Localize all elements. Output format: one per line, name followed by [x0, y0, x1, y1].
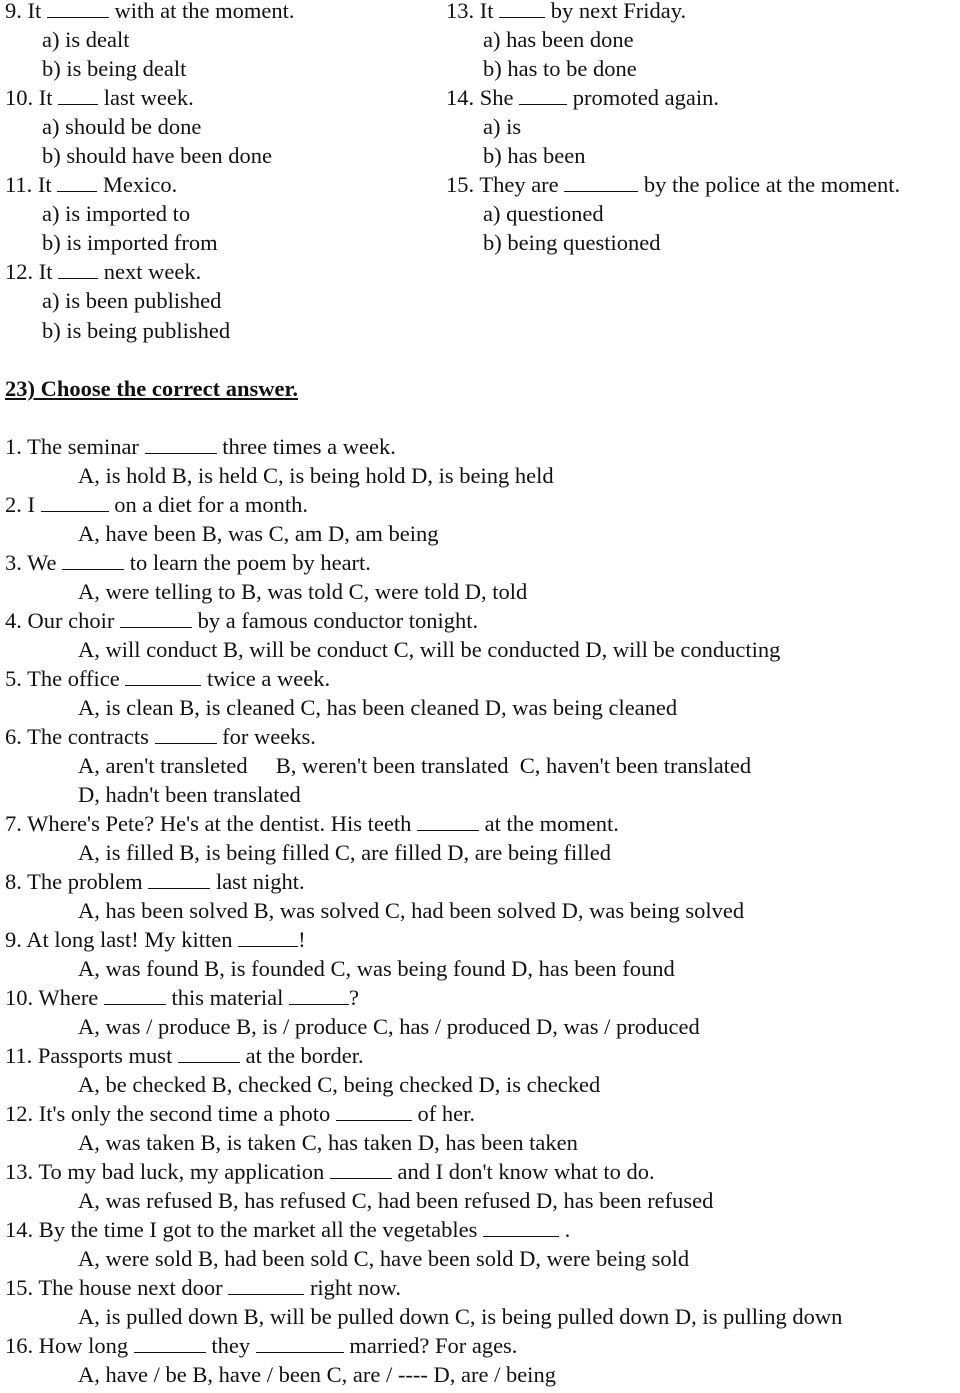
question-number: 9. — [5, 0, 22, 23]
answer-blank[interactable] — [57, 173, 97, 192]
question-stem-start: We — [27, 550, 57, 575]
option-a[interactable]: a) is been published — [42, 288, 222, 313]
question-number: 2. — [5, 492, 22, 517]
question-stem-end: twice a week. — [207, 666, 331, 691]
answer-options[interactable]: A, aren't transleted B, weren't been translated C, haven't been translated — [78, 753, 752, 778]
question-number: 14. — [446, 85, 475, 110]
answer-blank[interactable] — [564, 173, 638, 192]
answer-options[interactable]: A, is clean B, is cleaned C, has been cleaned D, was being cleaned — [78, 695, 678, 720]
question-stem-start: Passports must — [37, 1043, 173, 1068]
question-stem-end: at the border. — [245, 1043, 364, 1068]
answer-blank[interactable] — [148, 870, 210, 889]
question-number: 16. — [5, 1333, 34, 1358]
question-9 — [5, 925, 306, 954]
question-stem-mid: they — [211, 1333, 251, 1358]
answer-blank[interactable] — [41, 493, 109, 512]
question-number: 1. — [5, 434, 22, 459]
question-number: 11. — [5, 1043, 33, 1068]
option-b[interactable]: b) is being published — [42, 318, 231, 343]
question-14 — [5, 1215, 570, 1244]
option-a[interactable]: a) is dealt — [42, 27, 130, 52]
option-b[interactable]: b) has to be done — [483, 56, 637, 81]
question-stem-start: Where — [38, 985, 99, 1010]
question-stem-start: To my bad luck, my application — [38, 1159, 325, 1184]
question-number: 6. — [5, 724, 22, 749]
answer-options-continued[interactable]: D, hadn't been translated — [78, 782, 301, 807]
question-number: 5. — [5, 666, 22, 691]
answer-blank[interactable] — [289, 986, 349, 1005]
question-stem-end: by a famous conductor tonight. — [197, 608, 479, 633]
question-2 — [5, 490, 308, 519]
question-1 — [5, 432, 396, 461]
question-number: 7. — [5, 811, 22, 836]
question-stem-start: It's only the second time a photo — [38, 1101, 331, 1126]
question-number: 10. — [5, 985, 34, 1010]
question-3 — [5, 548, 371, 577]
answer-blank[interactable] — [62, 551, 124, 570]
answer-blank[interactable] — [134, 1334, 206, 1353]
section-heading: 23) Choose the correct answer. — [5, 376, 299, 401]
question-stem-mid: this material — [171, 985, 284, 1010]
answer-options[interactable]: A, will conduct B, will be conduct C, will be conducted D, will be conducting — [78, 637, 781, 662]
question-11 — [5, 1041, 364, 1070]
question-13 — [5, 1157, 655, 1186]
question-number: 12. — [5, 1101, 34, 1126]
question-stem-end: right now. — [309, 1275, 401, 1300]
question-stem-end: at the moment. — [484, 811, 619, 836]
answer-options[interactable]: A, is hold B, is held C, is being hold D, is being held — [78, 463, 554, 488]
question-stem-start: By the time I got to the market all the vegetables — [38, 1217, 478, 1242]
question-5 — [5, 664, 330, 693]
question-stem-start: The house next door — [38, 1275, 223, 1300]
question-stem-start: I — [27, 492, 35, 517]
option-a[interactable]: a) has been done — [483, 27, 634, 52]
answer-blank[interactable] — [238, 928, 298, 947]
answer-options[interactable]: A, was taken B, is taken C, has taken D, has been taken — [78, 1130, 578, 1155]
answer-blank[interactable] — [417, 812, 479, 831]
answer-options[interactable]: A, have / be B, have / been C, are / ---- D, are / being — [78, 1362, 556, 1387]
question-stem-end: and I don't know what to do. — [397, 1159, 655, 1184]
question-stem-end: on a diet for a month. — [114, 492, 308, 517]
question-stem-start: She — [479, 85, 514, 110]
option-b[interactable]: b) being questioned — [483, 230, 661, 255]
question-stem-end: of her. — [417, 1101, 475, 1126]
question-number: 11. — [5, 172, 33, 197]
answer-blank[interactable] — [228, 1276, 304, 1295]
question-13 — [446, 0, 686, 25]
answer-blank[interactable] — [499, 0, 545, 18]
question-stem-end: with at the moment. — [114, 0, 295, 23]
question-stem-end: last week. — [103, 85, 194, 110]
question-stem-end: last night. — [215, 869, 305, 894]
answer-blank[interactable] — [155, 725, 217, 744]
question-stem-end: to learn the poem by heart. — [129, 550, 371, 575]
question-number: 10. — [5, 85, 34, 110]
answer-blank[interactable] — [145, 435, 217, 454]
question-15 — [5, 1273, 401, 1302]
question-stem-start: It — [38, 85, 53, 110]
question-4 — [5, 606, 478, 635]
question-stem-end: by the police at the moment. — [643, 172, 901, 197]
answer-blank[interactable] — [483, 1218, 559, 1237]
question-10 — [5, 83, 194, 112]
question-stem-end: married? For ages. — [349, 1333, 518, 1358]
answer-options[interactable]: A, was / produce B, is / produce C, has / produced D, was / produced — [78, 1014, 700, 1039]
question-stem-start: They are — [479, 172, 559, 197]
question-10 — [5, 983, 359, 1012]
answer-options[interactable]: A, was refused B, has refused C, had been refused D, has been refused — [78, 1188, 714, 1213]
answer-options[interactable]: A, have been B, was C, am D, am being — [78, 521, 439, 546]
question-14 — [446, 83, 719, 112]
question-number: 9. — [5, 927, 22, 952]
question-stem-end: for weeks. — [222, 724, 316, 749]
question-stem-end: promoted again. — [572, 85, 719, 110]
question-stem-start: The seminar — [27, 434, 139, 459]
question-6 — [5, 722, 316, 751]
question-number: 15. — [5, 1275, 34, 1300]
question-number: 12. — [5, 259, 34, 284]
answer-blank[interactable] — [125, 667, 201, 686]
question-stem-end: three times a week. — [222, 434, 396, 459]
answer-options[interactable]: A, were sold B, had been sold C, have been sold D, were being sold — [78, 1246, 690, 1271]
answer-options[interactable]: A, is filled B, is being filled C, are filled D, are being filled — [78, 840, 611, 865]
option-b[interactable]: b) is being dealt — [42, 56, 187, 81]
question-16 — [5, 1331, 517, 1360]
question-stem-start: The contracts — [27, 724, 149, 749]
question-number: 13. — [446, 0, 475, 23]
answer-blank[interactable] — [58, 86, 98, 105]
question-stem-start: Where's Pete? He's at the dentist. His teeth — [27, 811, 412, 836]
question-number: 15. — [446, 172, 475, 197]
question-number: 8. — [5, 869, 22, 894]
question-7 — [5, 809, 619, 838]
question-stem-end: . — [564, 1217, 571, 1242]
option-b[interactable]: b) has been — [483, 143, 586, 168]
question-stem-end: Mexico. — [102, 172, 178, 197]
question-stem-start: It — [479, 0, 494, 23]
option-a[interactable]: a) is imported to — [42, 201, 191, 226]
option-a[interactable]: a) questioned — [483, 201, 604, 226]
question-number: 13. — [5, 1159, 34, 1184]
answer-blank[interactable] — [58, 260, 98, 279]
answer-blank[interactable] — [330, 1160, 392, 1179]
answer-blank[interactable] — [336, 1102, 412, 1121]
answer-blank[interactable] — [47, 0, 109, 18]
option-b[interactable]: b) should have been done — [42, 143, 272, 168]
answer-options[interactable]: A, be checked B, checked C, being checked D, is checked — [78, 1072, 601, 1097]
question-stem-start: It — [37, 172, 52, 197]
question-number: 3. — [5, 550, 22, 575]
question-stem-start: The office — [27, 666, 120, 691]
question-stem-start: How long — [38, 1333, 129, 1358]
question-stem-start: It — [27, 0, 42, 23]
question-stem-start: Our choir — [27, 608, 115, 633]
option-a[interactable]: a) should be done — [42, 114, 202, 139]
answer-options[interactable]: A, is pulled down B, will be pulled down C, is being pulled down D, is pulling down — [78, 1304, 843, 1329]
question-stem-start: The problem — [27, 869, 143, 894]
answer-blank[interactable] — [120, 609, 192, 628]
question-stem-end: by next Friday. — [550, 0, 687, 23]
question-stem-start: At long last! My kitten — [26, 927, 233, 952]
answer-blank[interactable] — [256, 1334, 344, 1353]
question-stem-end: next week. — [103, 259, 202, 284]
answer-options[interactable]: A, was found B, is founded C, was being found D, has been found — [78, 956, 675, 981]
question-9 — [5, 0, 294, 25]
question-stem-end: ? — [349, 985, 360, 1010]
question-stem-end: ! — [298, 927, 306, 952]
question-8 — [5, 867, 305, 896]
question-number: 14. — [5, 1217, 34, 1242]
question-15 — [446, 170, 900, 199]
answer-options[interactable]: A, were telling to B, was told C, were told D, told — [78, 579, 528, 604]
option-a[interactable]: a) is — [483, 114, 522, 139]
answer-options[interactable]: A, has been solved B, was solved C, had been solved D, was being solved — [78, 898, 745, 923]
question-12 — [5, 257, 201, 286]
option-b[interactable]: b) is imported from — [42, 230, 218, 255]
answer-blank[interactable] — [104, 986, 166, 1005]
question-stem-start: It — [38, 259, 53, 284]
answer-blank[interactable] — [178, 1044, 240, 1063]
question-11 — [5, 170, 177, 199]
question-12 — [5, 1099, 475, 1128]
question-number: 4. — [5, 608, 22, 633]
answer-blank[interactable] — [519, 86, 567, 105]
